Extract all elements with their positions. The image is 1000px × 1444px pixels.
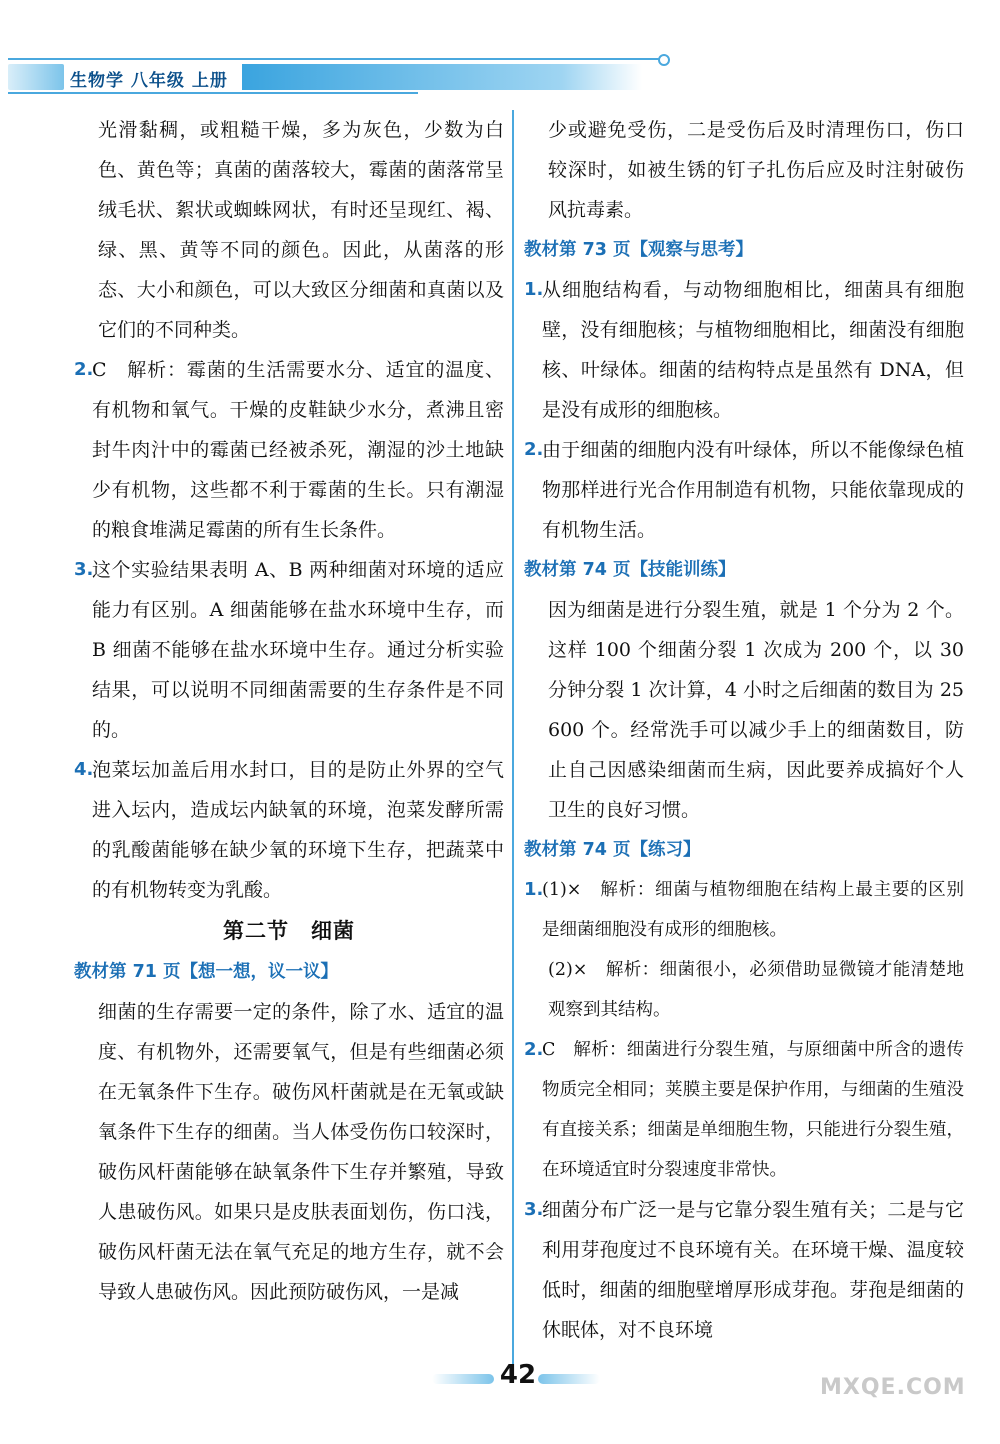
observe-item-2	[524, 430, 964, 550]
item-number: 1.	[524, 879, 544, 900]
watermark: MXQE.COM	[820, 1375, 966, 1400]
answer-item-3	[74, 550, 504, 750]
textbook-reference-74-skill: 教材第 74 页【技能训练】	[524, 560, 736, 580]
item-text: 泡菜坛加盖后用水封口，目的是防止外界的空气进入坛内，造成坛内缺氧的环境，泡菜发酵所需的乳酸菌能够在缺少氧的环境下生存，把蔬菜中的有机物转变为乳酸。	[92, 759, 504, 901]
answer-item-2	[74, 350, 504, 550]
exercise-item-3	[524, 1190, 964, 1350]
item-number: 1.	[524, 279, 544, 300]
textbook-reference-73: 教材第 73 页【观察与思考】	[524, 240, 754, 260]
right-column	[524, 110, 964, 1350]
item-number: 3.	[524, 1199, 544, 1220]
item-text: 从细胞结构看，与动物细胞相比，细菌具有细胞壁，没有细胞核；与植物细胞相比，细菌没有细胞核、叶绿体。细菌的结构特点是虽然有 DNA，但是没有成形的细胞核。	[542, 279, 964, 421]
item-number: 2.	[524, 1039, 544, 1060]
item-text: 由于细菌的细胞内没有叶绿体，所以不能像绿色植物那样进行光合作用制造有机物，只能依靠现成的有机物生活。	[542, 439, 964, 541]
right-continued-paragraph: 少或避免受伤，二是受伤后及时清理伤口，伤口较深时，如被生锈的钉子扎伤后应及时注射破伤风抗毒素。	[548, 119, 964, 221]
answer-item-4	[74, 750, 504, 910]
item-text: 细菌分布广泛一是与它靠分裂生殖有关；二是与它利用芽孢度过不良环境有关。在环境干燥、温度较低时，细菌的细胞壁增厚形成芽孢。芽孢是细菌的休眠体，对不良环境	[542, 1199, 964, 1341]
paragraph-tetanus: 细菌的生存需要一定的条件，除了水、适宜的温度、有机物外，还需要氧气，但是有些细菌必须在无氧条件下生存。破伤风杆菌就是在无氧或缺氧条件下生存的细菌。当人体受伤伤口较深时，破伤风杆菌能够在缺氧条件下生存并繁殖，导致人患破伤风。如果只是皮肤表面划伤，伤口浅，破伤风杆菌无法在氧气充足的地方生存，就不会导致人患破伤风。因此预防破伤风，一是减	[98, 1001, 504, 1303]
textbook-reference-74-exercise: 教材第 74 页【练习】	[524, 840, 701, 860]
section-title: 第二节 细菌	[223, 919, 355, 943]
item-number: 4.	[74, 759, 94, 780]
item-text: 这个实验结果表明 A、B 两种细菌对环境的适应能力有区别。A 细菌能够在盐水环境中生存，而 B 细菌不能够在盐水环境中生存。通过分析实验结果，可以说明不同细菌需要的生存条件是不同的。	[92, 559, 504, 741]
page-header	[0, 58, 1000, 98]
header-accent-right	[242, 64, 642, 90]
item-number: 3.	[74, 559, 94, 580]
header-accent-left	[8, 64, 64, 90]
page-number: 42	[499, 1360, 537, 1390]
column-divider	[512, 110, 514, 1370]
header-rule-end-dot	[658, 54, 670, 66]
observe-item-1	[524, 270, 964, 430]
item-text: C 解析：细菌进行分裂生殖，与原细菌中所含的遗传物质完全相同；荚膜主要是保护作用，与细菌的生殖没有直接关系；细菌是单细胞生物，只能进行分裂生殖，在环境适宜时分裂速度非常快。	[542, 1040, 964, 1180]
textbook-reference-71: 教材第 71 页【想一想，议一议】	[74, 962, 339, 982]
header-rule-bottom	[8, 92, 418, 94]
item-number: 2.	[524, 439, 544, 460]
exercise-item-1-part-2: (2)× 解析：细菌很小，必须借助显微镜才能清楚地观察到其结构。	[548, 960, 964, 1020]
item-text: (1)× 解析：细菌与植物细胞在结构上最主要的区别是细菌细胞没有成形的细胞核。	[542, 880, 964, 940]
header-title: 生物学 八年级 上册	[70, 71, 228, 91]
paragraph-bacteria-division: 因为细菌是进行分裂生殖，就是 1 个分为 2 个。这样 100 个细菌分裂 1 次成为 200 个，以 30 分钟分裂 1 次计算，4 小时之后细菌的数目为 25 600 个。经常洗手可以减少手上的细菌数目，防止自己因感染细菌而生病，因此要养成搞好个人卫生的良好习惯。	[548, 599, 964, 821]
item-number: 2.	[74, 359, 94, 380]
exercise-item-1	[524, 870, 964, 950]
header-title-box	[64, 64, 242, 90]
header-rule-top	[8, 58, 663, 60]
footer-ornament-right	[538, 1374, 600, 1384]
footer-ornament-left	[432, 1374, 494, 1384]
exercise-item-2	[524, 1030, 964, 1190]
item-text: C 解析：霉菌的生活需要水分、适宜的温度、有机物和氧气。干燥的皮鞋缺少水分，煮沸且密封牛肉汁中的霉菌已经被杀死，潮湿的沙土地缺少有机物，这些都不利于霉菌的生长。只有潮湿的粮食堆满足霉菌的所有生长条件。	[92, 359, 504, 541]
left-column	[74, 110, 504, 1312]
left-continued-paragraph: 光滑黏稠，或粗糙干燥，多为灰色，少数为白色、黄色等；真菌的菌落较大，霉菌的菌落常呈绒毛状、絮状或蜘蛛网状，有时还呈现红、褐、绿、黑、黄等不同的颜色。因此，从菌落的形态、大小和颜色，可以大致区分细菌和真菌以及它们的不同种类。	[98, 119, 504, 341]
